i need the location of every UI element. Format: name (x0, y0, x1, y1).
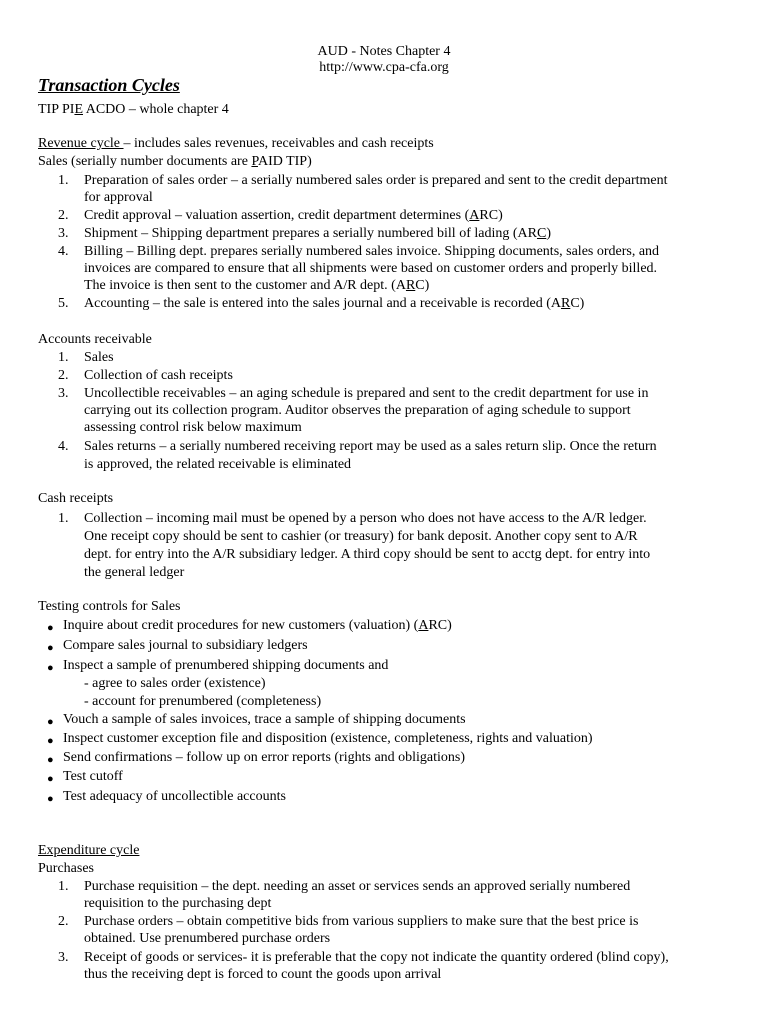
list-item: Credit approval – valuation assertion, credit department determines (ARC) (84, 208, 503, 223)
bullet: ● (47, 622, 54, 634)
list-item: Purchase orders – obtain competitive bids from various suppliers to make sure that the best price is (84, 914, 639, 929)
list-number: 1. (58, 173, 69, 188)
bullet-item: Test cutoff (63, 769, 123, 784)
list-item-cont: is approved, the related receivable is eliminated (84, 457, 352, 472)
bullet-item: Test adequacy of uncollectible accounts (63, 789, 286, 804)
expenditure-cycle-heading: Expenditure cycle (38, 843, 140, 858)
list-number: 5. (58, 296, 69, 311)
list-number: 1. (58, 350, 69, 365)
list-item-cont: requisition to the purchasing dept (84, 896, 272, 911)
doc-header-title: AUD - Notes Chapter 4 (317, 44, 451, 59)
list-number: 1. (58, 879, 69, 894)
bullet-item: Vouch a sample of sales invoices, trace a sample of shipping documents (63, 712, 466, 727)
list-number: 2. (58, 208, 69, 223)
list-item: Sales (84, 350, 114, 365)
list-item-cont: carrying out its collection program. Auditor observes the preparation of aging schedule to support (84, 403, 631, 418)
list-item-cont: obtained. Use prenumbered purchase orders (84, 931, 331, 946)
list-item-cont: the general ledger (84, 565, 185, 580)
list-item: Billing – Billing dept. prepares serially numbered sales invoice. Shipping documents, sales orders, and (84, 244, 660, 259)
accounts-receivable-heading: Accounts receivable (38, 332, 152, 347)
list-item-cont: for approval (84, 190, 153, 205)
bullet: ● (47, 662, 54, 674)
list-number: 3. (58, 950, 69, 965)
bullet: ● (47, 773, 54, 785)
list-item: Collection of cash receipts (84, 368, 233, 383)
bullet-item: Inquire about credit procedures for new customers (valuation) (ARC) (63, 618, 452, 633)
list-number: 3. (58, 386, 69, 401)
list-number: 2. (58, 368, 69, 383)
list-number: 4. (58, 439, 69, 454)
list-item: Receipt of goods or services- it is preferable that the copy not indicate the quantity ordered (blind copy), (84, 950, 669, 965)
sub-item: - agree to sales order (existence) (84, 676, 266, 691)
list-number: 1. (58, 511, 69, 526)
list-item-cont: assessing control risk below maximum (84, 420, 302, 435)
bullet: ● (47, 642, 54, 654)
list-number: 2. (58, 914, 69, 929)
list-item: Uncollectible receivables – an aging schedule is prepared and sent to the credit department for use in (84, 386, 649, 401)
cash-receipts-heading: Cash receipts (38, 491, 114, 506)
page-title: Transaction Cycles (38, 75, 180, 95)
list-item-cont: thus the receiving dept is forced to count the goods upon arrival (84, 967, 442, 982)
bullet-item: Send confirmations – follow up on error reports (rights and obligations) (63, 750, 466, 765)
bullet-item: Inspect customer exception file and disposition (existence, completeness, rights and valuation) (63, 731, 593, 746)
list-number: 4. (58, 244, 69, 259)
bullet: ● (47, 754, 54, 766)
list-number: 3. (58, 226, 69, 241)
purchases-heading: Purchases (38, 861, 94, 876)
doc-header-url: http://www.cpa-cfa.org (319, 60, 449, 75)
list-item: Preparation of sales order – a serially numbered sales order is prepared and sent to the credit department (84, 173, 668, 188)
list-item-cont: The invoice is then sent to the customer and A/R dept. (ARC) (84, 278, 430, 293)
bullet: ● (47, 716, 54, 728)
bullet: ● (47, 735, 54, 747)
list-item-cont: invoices are compared to ensure that all shipments were based on customer orders and properly billed. (84, 261, 658, 276)
mnemonic-line: TIP PIE ACDO – whole chapter 4 (38, 102, 229, 117)
list-item: Shipment – Shipping department prepares a serially numbered bill of lading (ARC) (84, 226, 551, 241)
list-item: Accounting – the sale is entered into the sales journal and a receivable is recorded (ARC) (84, 296, 585, 311)
list-item-cont: dept. for entry into the A/R subsidiary ledger. A third copy should be sent to acctg dept. for entry into (84, 547, 651, 562)
bullet-item: Inspect a sample of prenumbered shipping documents and (63, 658, 389, 673)
revenue-cycle-heading: Revenue cycle – includes sales revenues, receivables and cash receipts (38, 136, 434, 151)
list-item-cont: One receipt copy should be sent to cashier (or treasury) for bank deposit. Another copy sent to A/R (84, 529, 638, 544)
testing-controls-heading: Testing controls for Sales (38, 599, 181, 614)
bullet-item: Compare sales journal to subsidiary ledgers (63, 638, 308, 653)
list-item: Purchase requisition – the dept. needing an asset or services sends an approved serially numbered (84, 879, 631, 894)
list-item: Sales returns – a serially numbered receiving report may be used as a sales return slip. Once the return (84, 439, 657, 454)
list-item: Collection – incoming mail must be opened by a person who does not have access to the A/R ledger. (84, 511, 647, 526)
bullet: ● (47, 793, 54, 805)
sales-heading: Sales (serially number documents are PAID TIP) (38, 154, 312, 169)
sub-item: - account for prenumbered (completeness) (84, 694, 322, 709)
